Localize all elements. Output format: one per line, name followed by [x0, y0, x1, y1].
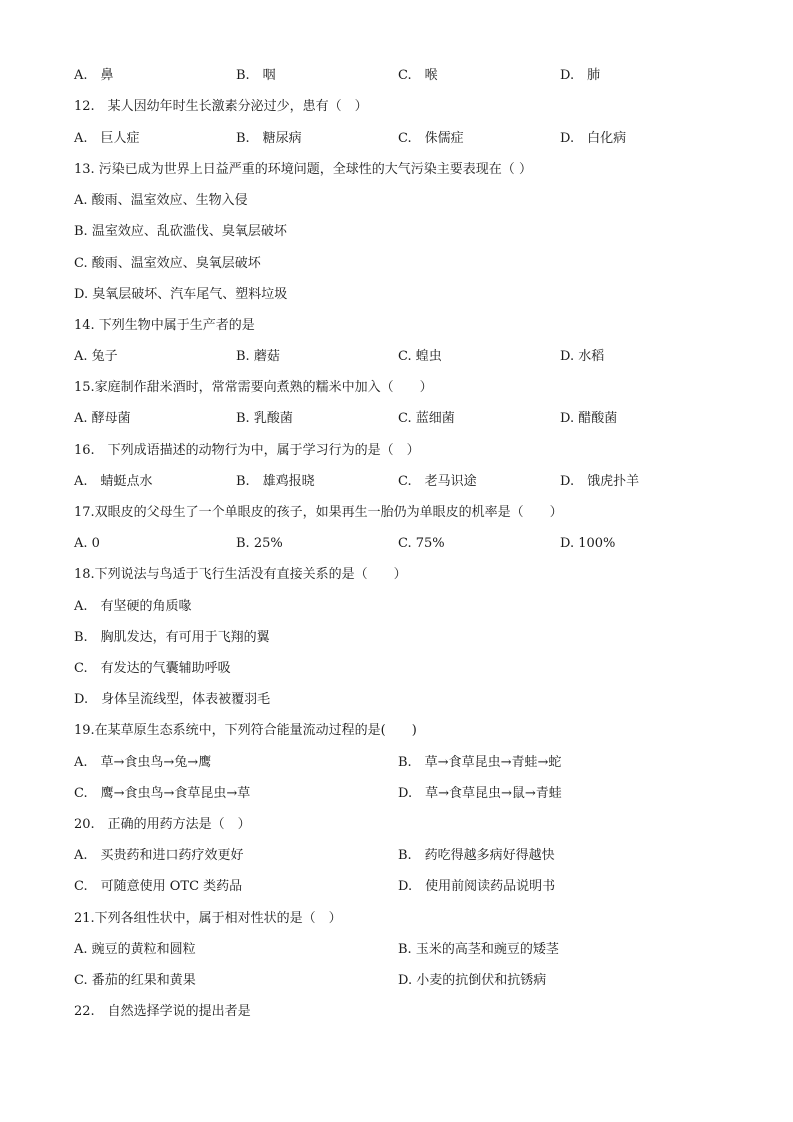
q19-option-c: C. 鹰→食虫鸟→食草昆虫→草 — [74, 786, 251, 801]
q12-question: 12. 某人因幼年时生长激素分泌过少，患有（ ） — [74, 99, 368, 114]
q18-question: 18.下列说法与鸟适于飞行生活没有直接关系的是（ ） — [74, 567, 407, 582]
q13-option-a: A. 酸雨、温室效应、生物入侵 — [74, 193, 248, 208]
q11-option-b: B. 咽 — [236, 68, 276, 83]
q16-option-b: B. 雄鸡报晓 — [236, 474, 315, 489]
q21-option-b: B. 玉米的高茎和豌豆的矮茎 — [398, 942, 559, 957]
q12-option-b: B. 糖尿病 — [236, 131, 302, 146]
q15-option-a: A. 酵母菌 — [74, 411, 131, 426]
q11-option-d: D. 肺 — [560, 68, 601, 83]
q17-option-a: A. 0 — [74, 536, 100, 551]
q18-option-b: B. 胸肌发达，有可用于飞翔的翼 — [74, 630, 270, 645]
q14-option-c: C. 蝗虫 — [398, 349, 442, 364]
q18-option-d: D. 身体呈流线型，体表被覆羽毛 — [74, 692, 271, 707]
q12-option-d: D. 白化病 — [560, 131, 627, 146]
q16-option-d: D. 饿虎扑羊 — [560, 474, 640, 489]
q11-option-c: C. 喉 — [398, 68, 438, 83]
q22-question: 22. 自然选择学说的提出者是 — [74, 1004, 251, 1019]
q21-option-d: D. 小麦的抗倒伏和抗锈病 — [398, 973, 547, 988]
q13-question: 13. 污染已成为世界上日益严重的环境问题，全球性的大气污染主要表现在（ ） — [74, 162, 532, 177]
q14-option-b: B. 蘑菇 — [236, 349, 280, 364]
q13-option-d: D. 臭氧层破坏、汽车尾气、塑料垃圾 — [74, 287, 288, 302]
q20-option-b: B. 药吃得越多病好得越快 — [398, 848, 555, 863]
q13-option-b: B. 温室效应、乱砍滥伐、臭氧层破坏 — [74, 224, 287, 239]
q11-option-a: A. 鼻 — [74, 68, 114, 83]
q15-option-d: D. 醋酸菌 — [560, 411, 618, 426]
q13-option-c: C. 酸雨、温室效应、臭氧层破坏 — [74, 256, 261, 271]
q17-option-c: C. 75% — [398, 536, 445, 551]
q18-option-a: A. 有坚硬的角质喙 — [74, 599, 192, 614]
q19-question: 19.在某草原生态系统中，下列符合能量流动过程的是( ) — [74, 723, 417, 738]
q17-option-d: D. 100% — [560, 536, 616, 551]
q14-question: 14. 下列生物中属于生产者的是 — [74, 318, 255, 333]
q20-option-d: D. 使用前阅读药品说明书 — [398, 879, 556, 894]
q16-option-c: C. 老马识途 — [398, 474, 477, 489]
q21-option-c: C. 番茄的红果和黄果 — [74, 973, 196, 988]
q12-option-c: C. 侏儒症 — [398, 131, 464, 146]
q19-option-d: D. 草→食草昆虫→鼠→青蛙 — [398, 786, 562, 801]
q15-question: 15.家庭制作甜米酒时，常常需要向煮熟的糯米中加入（ ） — [74, 380, 433, 395]
q19-option-a: A. 草→食虫鸟→兔→鹰 — [74, 755, 212, 770]
q15-option-c: C. 蓝细菌 — [398, 411, 455, 426]
q17-option-b: B. 25% — [236, 536, 283, 551]
q14-option-d: D. 水稻 — [560, 349, 605, 364]
q14-option-a: A. 兔子 — [74, 349, 118, 364]
q21-question: 21.下列各组性状中，属于相对性状的是（ ） — [74, 911, 342, 926]
q12-option-a: A. 巨人症 — [74, 131, 140, 146]
q20-option-c: C. 可随意使用 OTC 类药品 — [74, 879, 243, 894]
q16-option-a: A. 蜻蜓点水 — [74, 474, 153, 489]
q16-question: 16. 下列成语描述的动物行为中，属于学习行为的是（ ） — [74, 443, 420, 458]
q19-option-b: B. 草→食草昆虫→青蛙→蛇 — [398, 755, 562, 770]
q20-option-a: A. 买贵药和进口药疗效更好 — [74, 848, 244, 863]
q18-option-c: C. 有发达的气囊辅助呼吸 — [74, 661, 231, 676]
q21-option-a: A. 豌豆的黄粒和圆粒 — [74, 942, 196, 957]
q20-question: 20. 正确的用药方法是（ ） — [74, 817, 251, 832]
q15-option-b: B. 乳酸菌 — [236, 411, 293, 426]
q17-question: 17.双眼皮的父母生了一个单眼皮的孩子，如果再生一胎仍为单眼皮的机率是（ ） — [74, 505, 563, 520]
